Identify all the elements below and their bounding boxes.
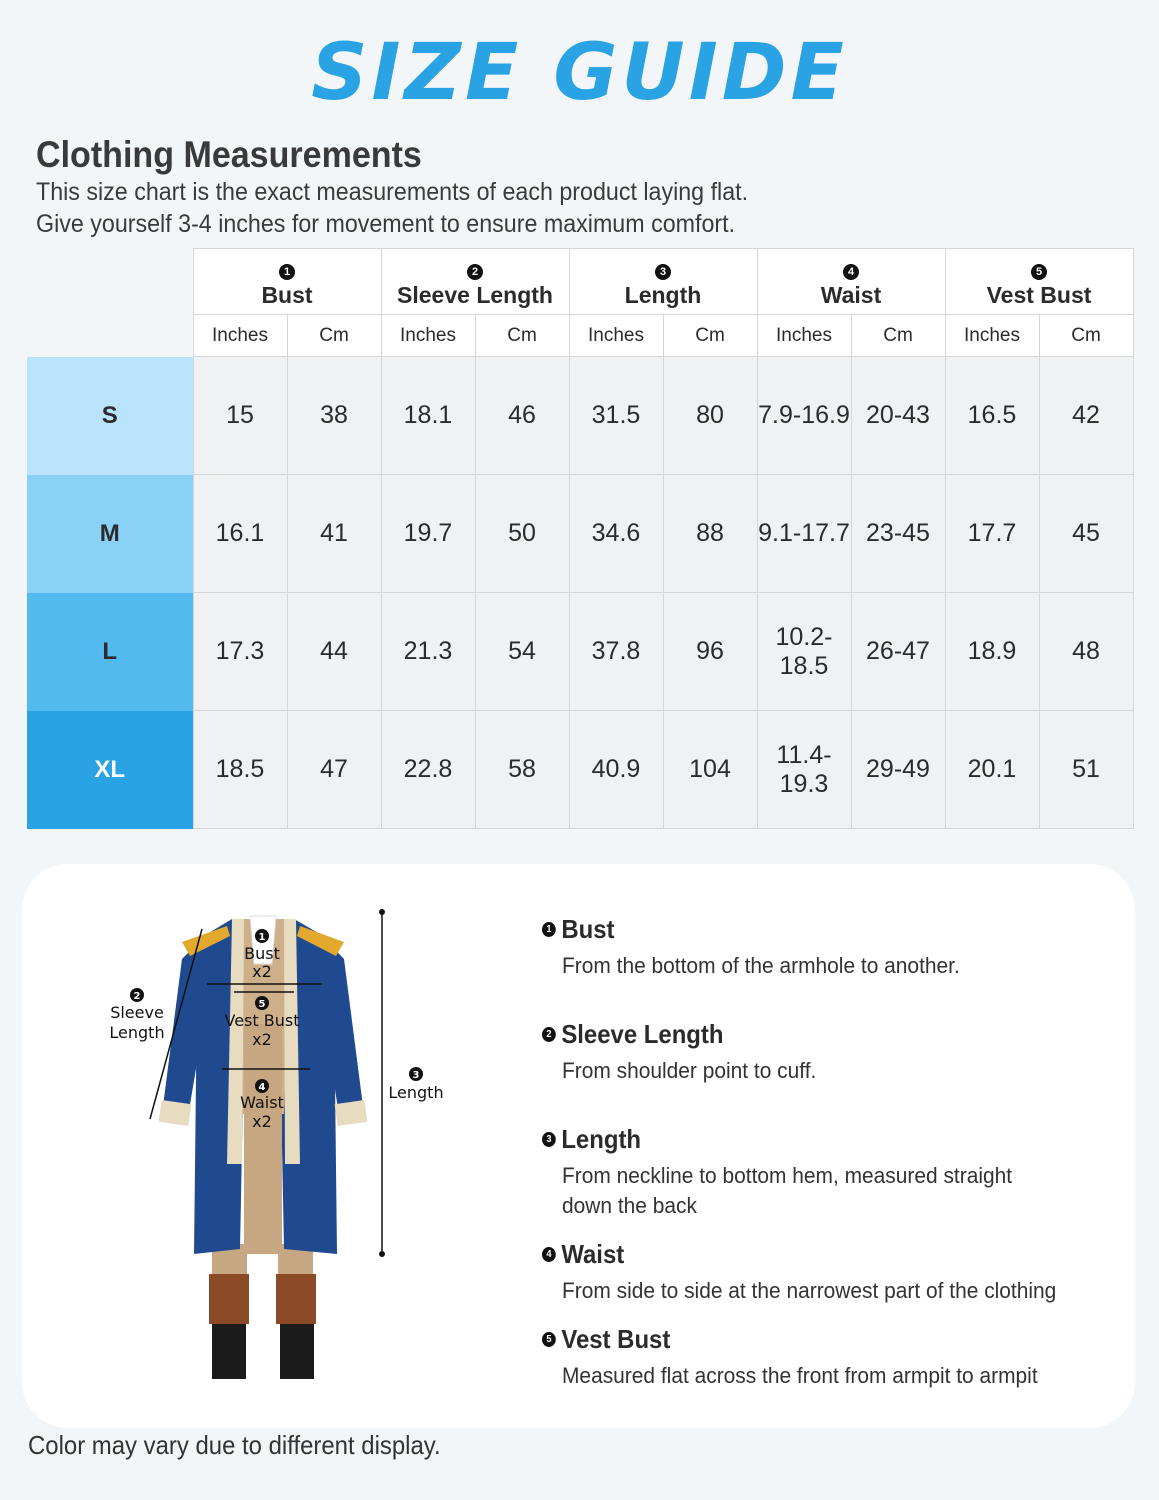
unit-header: Inches [193,315,287,357]
unit-header-row [27,315,1133,357]
size-label: M [27,475,193,593]
table-row [27,475,1133,593]
definition-title [542,1124,1039,1155]
table-row [27,593,1133,711]
table-cell: 26-47 [851,593,945,711]
unit-header: Cm [475,315,569,357]
table-cell: 21.3 [381,593,475,711]
vest-bust-multiplier: x2 [252,1030,272,1049]
sleeve-label-1: Sleeve [110,1003,164,1022]
table-cell: 80 [663,357,757,475]
table-cell: 7.9-16.9 [757,357,851,475]
header-sleeve-length [381,249,569,315]
right-boot [280,1324,314,1379]
definition-title [542,1324,1076,1355]
number-badge: 4 [843,264,859,280]
unit-header: Cm [663,315,757,357]
header-vest-bust [945,249,1133,315]
table-cell: 15 [193,357,287,475]
length-line-bottom-dot [379,1251,385,1257]
table-cell: 44 [287,593,381,711]
table-cell: 47 [287,711,381,829]
table-cell: 50 [475,475,569,593]
vest-bust-number: 5 [258,999,266,1010]
length-line-top-dot [379,909,385,915]
subtitle-line-1: This size chart is the exact measurements of each product laying flat. [36,178,749,206]
number-badge: 2 [542,1027,556,1042]
table-cell: 40.9 [569,711,663,829]
group-header-row [27,249,1133,315]
header-length [569,249,757,315]
table-cell: 58 [475,711,569,829]
header-label: Sleeve Length [397,282,553,308]
bust-multiplier: x2 [252,962,272,981]
definition-sleeve-length [542,1019,1122,1086]
pants-front [244,1024,282,1254]
table-row [27,711,1133,829]
table-cell: 96 [663,593,757,711]
definition-label: Vest Bust [561,1324,671,1354]
number-badge: 3 [655,264,671,280]
definition-label: Bust [561,914,615,944]
table-cell: 34.6 [569,475,663,593]
definition-length [542,1124,1082,1221]
table-cell: 45 [1039,475,1133,593]
header-bust [193,249,381,315]
definition-text: From neckline to bottom hem, measured straight down the back [562,1163,1013,1218]
table-cell: 20-43 [851,357,945,475]
vest-bust-label: Vest Bust [224,1011,300,1030]
header-label: Waist [820,282,882,308]
header-waist [757,249,945,315]
table-cell: 16.5 [945,357,1039,475]
left-boot [212,1324,246,1379]
definition-label: Waist [561,1239,625,1269]
header-label: Length [624,282,702,308]
bust-label: Bust [244,944,280,963]
table-cell: 18.9 [945,593,1039,711]
definition-title [542,1239,1076,1270]
number-badge: 2 [467,264,483,280]
table-cell: 17.3 [193,593,287,711]
costume-illustration [22,864,502,1428]
definition-label: Length [561,1124,642,1154]
table-cell: 18.5 [193,711,287,829]
table-cell: 42 [1039,357,1133,475]
definition-vest-bust [542,1324,1122,1391]
table-cell: 31.5 [569,357,663,475]
sleeve-number: 2 [133,991,141,1002]
definition-label: Sleeve Length [561,1019,724,1049]
definition-waist [542,1239,1122,1306]
footnote: Color may vary due to different display. [28,1430,441,1460]
bust-number: 1 [258,932,266,943]
table-cell: 16.1 [193,475,287,593]
measurement-guide-card [22,864,1135,1428]
left-boot-cuff [209,1274,249,1324]
unit-header: Cm [851,315,945,357]
size-label: S [27,357,193,475]
unit-header: Inches [945,315,1039,357]
size-label: XL [27,711,193,829]
definition-title [542,914,1076,945]
unit-header: Cm [287,315,381,357]
number-badge: 1 [542,922,556,937]
length-label: Length [388,1083,444,1102]
table-cell: 46 [475,357,569,475]
table-cell: 51 [1039,711,1133,829]
table-cell: 23-45 [851,475,945,593]
number-badge: 3 [542,1132,556,1147]
subtitle-line-2: Give yourself 3-4 inches for movement to ensure maximum comfort. [36,210,736,238]
table-cell: 20.1 [945,711,1039,829]
size-label: L [27,593,193,711]
corner-blank [27,249,193,315]
size-chart-table [27,248,1134,829]
table-cell: 29-49 [851,711,945,829]
definition-text: Measured flat across the front from armpit to armpit [562,1363,1038,1388]
number-badge: 5 [542,1332,556,1347]
unit-header: Inches [381,315,475,357]
table-cell: 38 [287,357,381,475]
waist-number: 4 [258,1082,266,1093]
unit-header: Inches [757,315,851,357]
definition-text: From side to side at the narrowest part of the clothing [562,1278,1057,1303]
corner-blank [27,315,193,357]
header-label: Vest Bust [986,282,1092,308]
waist-label: Waist [240,1093,284,1112]
definition-text: From shoulder point to cuff. [562,1058,817,1083]
waist-multiplier: x2 [252,1112,272,1131]
table-cell: 54 [475,593,569,711]
right-boot-cuff [276,1274,316,1324]
table-cell: 17.7 [945,475,1039,593]
definition-bust [542,914,1122,981]
table-cell: 104 [663,711,757,829]
table-cell: 19.7 [381,475,475,593]
number-badge: 5 [1031,264,1047,280]
definition-text: From the bottom of the armhole to another. [562,953,960,978]
table-cell: 9.1-17.7 [757,475,851,593]
table-cell: 48 [1039,593,1133,711]
table-cell: 88 [663,475,757,593]
length-number: 3 [412,1070,420,1081]
header-label: Bust [261,282,313,308]
table-cell: 18.1 [381,357,475,475]
number-badge: 1 [279,264,295,280]
right-cuff [335,1100,368,1126]
left-cuff [159,1100,192,1126]
table-cell: 41 [287,475,381,593]
unit-header: Inches [569,315,663,357]
sleeve-label-2: Length [109,1023,165,1042]
number-badge: 4 [542,1247,556,1262]
table-cell: 10.2-18.5 [757,593,851,711]
table-row [27,357,1133,475]
section-heading: Clothing Measurements [36,134,422,175]
table-cell: 22.8 [381,711,475,829]
page-title: SIZE GUIDE [311,28,848,118]
definition-title [542,1019,1076,1050]
unit-header: Cm [1039,315,1133,357]
table-cell: 11.4-19.3 [757,711,851,829]
table-cell: 37.8 [569,593,663,711]
